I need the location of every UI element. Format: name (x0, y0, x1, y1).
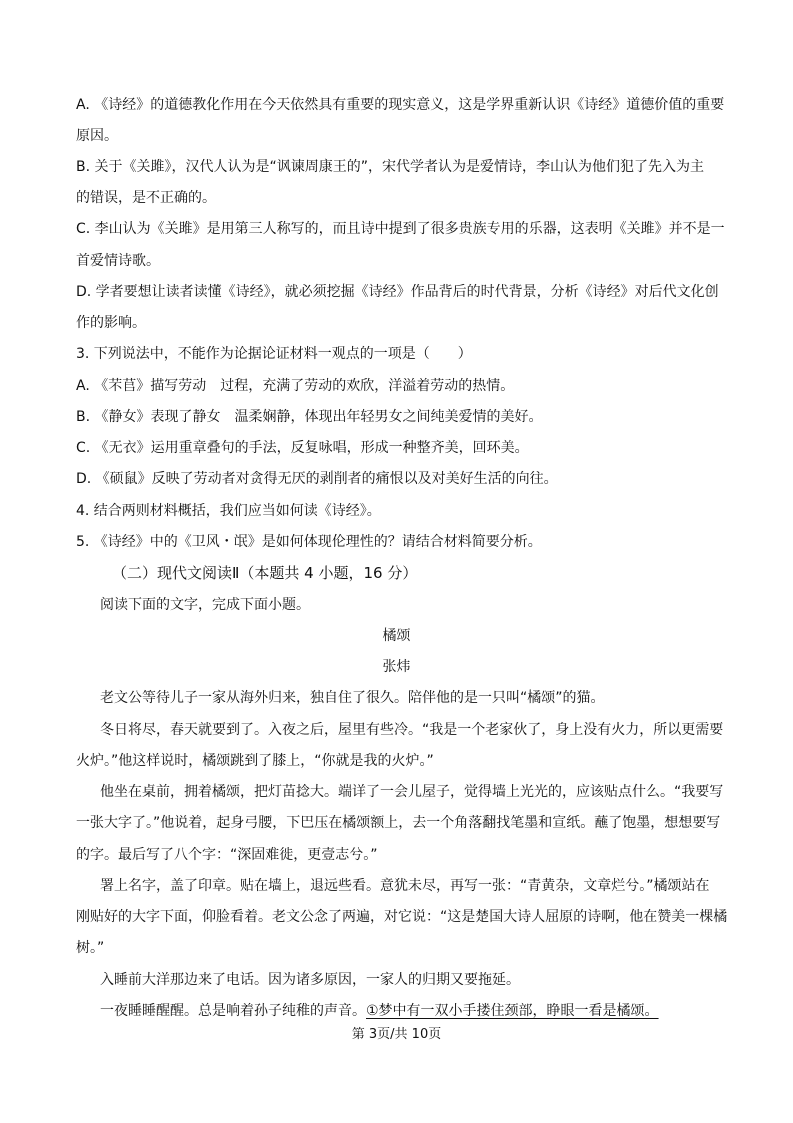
q2-option-b-line2: 的错误，是不正确的。 (76, 190, 216, 206)
q2-option-d-line2: 作的影响。 (76, 315, 146, 331)
story-paragraph-2-line2: 火炉。”他这样说时，橘颂跳到了膝上，“你就是我的火炉。” (76, 753, 434, 769)
q2-option-a-line2: 原因。 (76, 128, 118, 144)
story-paragraph-6-text: 一夜睡睡醒醒。总是响着孙子纯稚的声音。 (100, 1003, 366, 1019)
story-paragraph-3-line3: 的字。最后写了八个字：“深固难徙，更壹志兮。” (76, 847, 378, 863)
section-heading: （二）现代文阅读Ⅱ（本题共 4 小题，16 分） (112, 564, 418, 582)
page-number: 第 3页/共 10页 (351, 1027, 442, 1042)
q5-text: 5. 《诗经》中的《卫风・氓》是如何体现伦理性的？请结合材料简要分析。 (76, 534, 542, 550)
q2-option-b-line1: B. 关于《关雎》，汉代人认为是“讽谏周康王的”，宋代学者认为是爱情诗，李山认为他们犯了先入为主 (76, 159, 705, 175)
q2-option-a-line1: A. 《诗经》的道德教化作用在今天依然具有重要的现实意义，这是学界重新认识《诗经》道德价值的重要 (76, 97, 725, 113)
q3-option-c: C. 《无衣》运用重章叠句的手法，反复咏唱，形成一种整齐美，回环美。 (76, 440, 529, 456)
q2-option-c-line2: 首爱情诗歌。 (76, 253, 160, 269)
story-paragraph-6 (100, 1002, 659, 1020)
story-paragraph-1: 老文公等待儿子一家从海外归来，独自住了很久。陪伴他的是一只叫“橘颂”的猫。 (100, 690, 605, 706)
story-paragraph-4-line1: 署上名字，盖了印章。贴在墙上，退远些看。意犹未尽，再写一张：“青黄杂，文章烂兮。”橘颂站在 (100, 878, 710, 894)
q3-option-b: B. 《静女》表现了静女 温柔娴静，体现出年轻男女之间纯美爱情的美好。 (76, 409, 543, 425)
reading-instruction: 阅读下面的文字，完成下面小题。 (100, 597, 310, 613)
story-paragraph-2-line1: 冬日将尽，春天就要到了。入夜之后，屋里有些冷。“我是一个老家伙了，身上没有火力，所以更需要 (100, 722, 724, 738)
story-author: 张炜 (382, 659, 411, 675)
story-paragraph-4-line2: 刚贴好的大字下面，仰脸看着。老文公念了两遍，对它说：“这是楚国大诗人屈原的诗啊，他在赞美一棵橘 (76, 909, 728, 925)
story-paragraph-4-line3: 树。” (76, 940, 105, 956)
story-paragraph-3-line2: 一张大字了。”他说着，起身弓腰，下巴压在橘颂额上，去一个角落翻找笔墨和宣纸。蘸了饱墨，想想要写 (76, 815, 721, 831)
story-paragraph-3-line1: 他坐在桌前，拥着橘颂，把灯苗捻大。端详了一会儿屋子，觉得墙上光光的，应该贴点什么。“我要写 (100, 784, 724, 800)
story-title: 橘颂 (382, 628, 411, 644)
story-paragraph-5: 入睡前大洋那边来了电话。因为诸多原因，一家人的归期又要拖延。 (100, 972, 520, 988)
q3-stem: 3. 下列说法中，不能作为论据论证材料一观点的一项是（ ） (76, 346, 472, 362)
q3-option-d: D. 《硕鼠》反映了劳动者对贪得无厌的剥削者的痛恨以及对美好生活的向往。 (76, 471, 558, 487)
q2-option-c-line1: C. 李山认为《关雎》是用第三人称写的，而且诗中提到了很多贵族专用的乐器，这表明《关雎》并不是一 (76, 221, 725, 237)
q2-option-d-line1: D. 学者要想让读者读懂《诗经》，就必须挖掘《诗经》作品背后的时代背景，分析《诗经》对后代文化创 (76, 284, 719, 300)
underlined-sentence-1: ①梦中有一双小手搂住颈部，睁眼一看是橘颂。 (366, 1003, 659, 1019)
q4-text: 4. 结合两则材料概括，我们应当如何读《诗经》。 (76, 503, 381, 519)
q3-option-a: A. 《芣苢》描写劳动 过程，充满了劳动的欢欣，洋溢着劳动的热情。 (76, 378, 515, 394)
